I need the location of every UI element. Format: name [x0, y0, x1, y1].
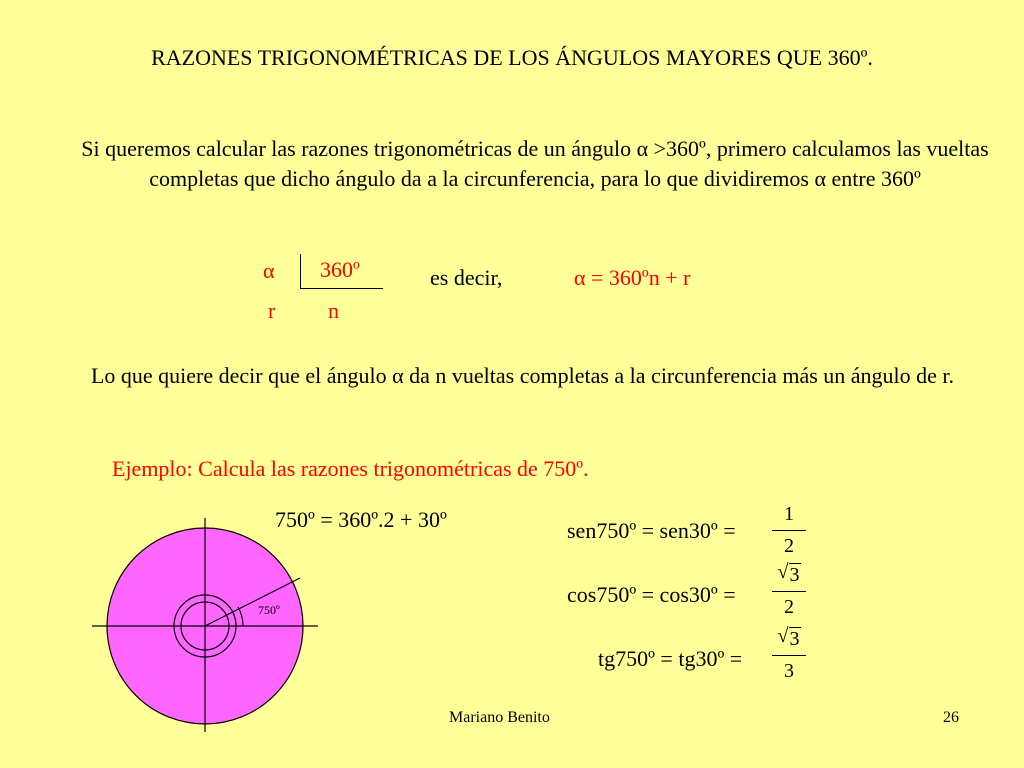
sqrt-icon: √ 3 — [777, 561, 800, 586]
division-formula: α = 360ºn + r — [574, 265, 691, 290]
intro-paragraph: Si queremos calcular las razones trigonométricas de un ángulo α >360º, primero calculamos las vueltas completas que dicho ángulo da a la circunferencia, para lo que dividiremos α entre 360º — [81, 136, 989, 191]
division-quotient: n — [328, 298, 339, 323]
sine-numerator: 1 — [784, 503, 794, 525]
slide-title: RAZONES TRIGONOMÉTRICAS DE LOS ÁNGULOS MAYORES QUE 360º. — [151, 45, 873, 70]
tangent-equation: tg750º = tg30º = — [598, 646, 743, 671]
angle-label: 750º — [258, 603, 280, 617]
sine-equation: sen750º = sen30º = — [567, 518, 736, 543]
cosine-equation: cos750º = cos30º = — [567, 582, 736, 607]
explanation-paragraph: Lo que quiere decir que el ángulo α da n vueltas completas a la circunferencia más un ángulo de r. — [90, 363, 955, 388]
tangent-numerator: 3 — [789, 628, 800, 650]
tangent-fraction — [772, 627, 806, 683]
cosine-numerator: 3 — [789, 564, 800, 586]
fraction-bar — [772, 655, 806, 656]
cosine-fraction — [772, 563, 806, 619]
example-decomposition: 750º = 360º.2 + 30º — [275, 507, 447, 532]
footer-author: Mariano Benito — [449, 709, 550, 726]
division-divisor: 360º — [320, 257, 360, 282]
example-title: Ejemplo: Calcula las razones trigonométricas de 750º. — [112, 456, 589, 481]
fraction-bar — [772, 530, 806, 531]
division-remainder: r — [268, 298, 276, 323]
es-decir-text: es decir, — [430, 265, 503, 290]
sine-denominator: 2 — [784, 535, 794, 557]
division-dividend: α — [263, 258, 275, 283]
tangent-denominator: 3 — [784, 660, 794, 682]
cosine-denominator: 2 — [784, 596, 794, 618]
fraction-bar — [772, 591, 806, 592]
page-number: 26 — [943, 709, 959, 726]
sine-fraction — [772, 502, 806, 558]
sqrt-icon: √ 3 — [777, 625, 800, 650]
